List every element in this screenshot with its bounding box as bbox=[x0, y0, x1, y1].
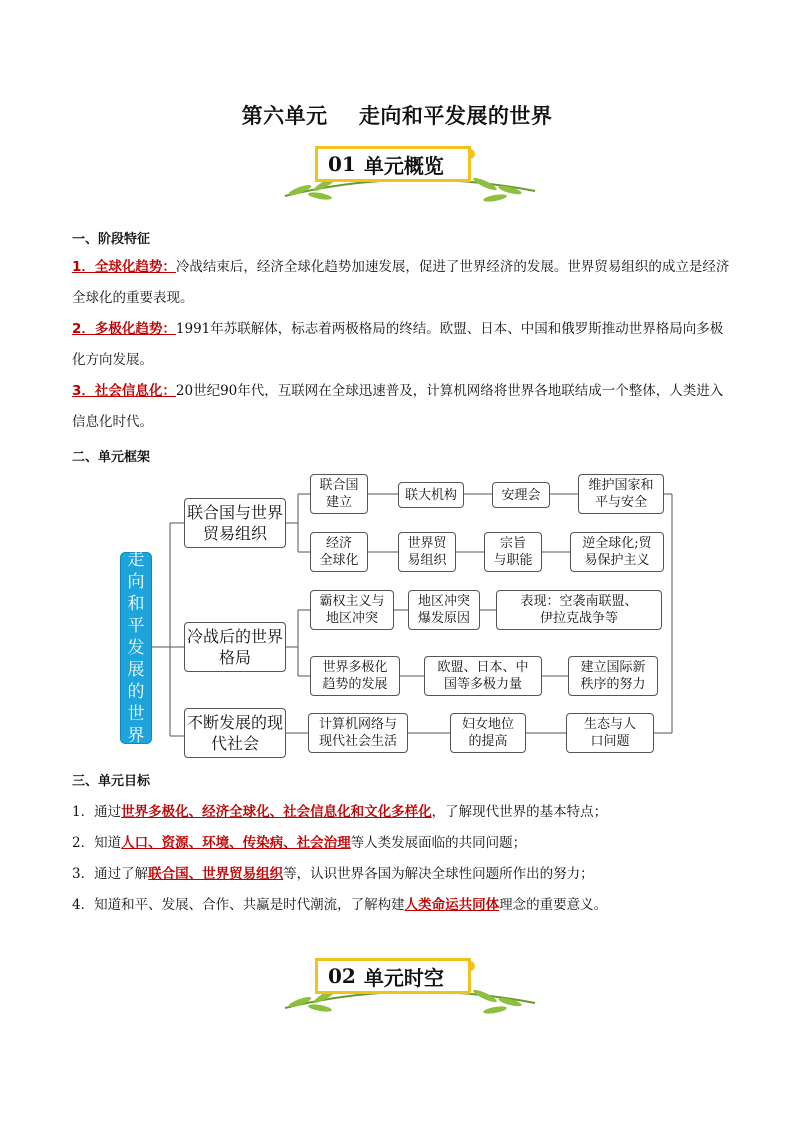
goal-post: ，了解现代世界的基本特点； bbox=[431, 804, 608, 820]
page-title: 第六单元 走向和平发展的世界 bbox=[241, 104, 553, 128]
feature-item-informatization bbox=[72, 376, 732, 438]
goal-highlight: 人口、资源、环境、传染病、社会治理 bbox=[121, 835, 351, 851]
feature-text: 1991年苏联解体，标志着两极格局的终结。欧盟、日本、中国和俄罗斯推动世界格局向多极化方向发展。 bbox=[72, 321, 724, 368]
goal-highlight: 世界多极化、经济全球化、社会信息化和文化多样化 bbox=[121, 804, 432, 820]
section-banner-overview bbox=[265, 146, 545, 208]
branch-post-cold-war: 冷战后的世界格局 bbox=[184, 622, 286, 672]
node-conflict-causes: 地区冲突 爆发原因 bbox=[408, 590, 480, 630]
node-new-order: 建立国际新 秩序的努力 bbox=[568, 656, 658, 696]
banner-label: 单元概览 bbox=[363, 153, 444, 178]
node-hegemony: 霸权主义与 地区冲突 bbox=[310, 590, 394, 630]
node-manifestations: 表现：空袭南联盟、 伊拉克战争等 bbox=[496, 590, 662, 630]
goal-pre: 3．通过了解 bbox=[72, 866, 149, 882]
node-security-council: 安理会 bbox=[492, 482, 550, 508]
unit-framework-diagram bbox=[118, 470, 678, 760]
feature-item-globalization bbox=[72, 252, 732, 314]
node-ecology-population: 生态与人 口问题 bbox=[566, 713, 654, 753]
root-label: 走向和平发展的世界 bbox=[127, 550, 145, 746]
section-banner-timeline bbox=[265, 958, 545, 1020]
branch-un-wto: 联合国与世界贸易组织 bbox=[184, 498, 286, 548]
framework-root bbox=[120, 552, 152, 744]
goal-item bbox=[72, 862, 732, 882]
node-deglobalization: 逆全球化;贸 易保护主义 bbox=[570, 532, 664, 572]
goal-item bbox=[72, 893, 732, 913]
banner-box bbox=[315, 146, 471, 182]
goal-post: 理念的重要意义。 bbox=[499, 897, 608, 913]
goal-pre: 4．知道和平、发展、合作、共赢是时代潮流，了解构建 bbox=[72, 897, 405, 913]
section-heading-features: 一、阶段特征 bbox=[72, 232, 151, 247]
banner-label: 单元时空 bbox=[363, 965, 444, 990]
feature-item-multipolarity bbox=[72, 314, 732, 376]
node-multipolar-forces: 欧盟、日本、中 国等多极力量 bbox=[424, 656, 542, 696]
feature-label: 2．多极化趋势： bbox=[72, 321, 176, 337]
node-computer-network: 计算机网络与 现代社会生活 bbox=[308, 713, 408, 753]
section-heading-goals: 三、单元目标 bbox=[72, 774, 151, 789]
feature-text: 冷战结束后，经济全球化趋势加速发展，促进了世界经济的发展。世界贸易组织的成立是经济全球化的重要表现。 bbox=[72, 259, 730, 306]
node-peace-security: 维护国家和 平与安全 bbox=[578, 474, 664, 514]
branch-modern-society: 不断发展的现代社会 bbox=[184, 708, 286, 758]
goal-highlight: 人类命运共同体 bbox=[404, 897, 500, 913]
node-economic-globalization: 经济 全球化 bbox=[310, 532, 368, 572]
node-wto: 世界贸 易组织 bbox=[398, 532, 456, 572]
banner-number: 01 bbox=[328, 152, 356, 176]
goal-post: 等人类发展面临的共同问题； bbox=[350, 835, 527, 851]
feature-text: 20世纪90年代，互联网在全球迅速普及，计算机网络将世界各地联结成一个整体，人类进入信息化时代。 bbox=[72, 383, 724, 430]
section-heading-framework: 二、单元框架 bbox=[72, 450, 151, 465]
banner-number: 02 bbox=[328, 964, 356, 988]
feature-label: 1．全球化趋势： bbox=[72, 259, 176, 275]
node-un-agencies: 联大机构 bbox=[398, 482, 464, 508]
goal-highlight: 联合国、世界贸易组织 bbox=[148, 866, 284, 882]
goal-pre: 1．通过 bbox=[72, 804, 122, 820]
node-multipolarity: 世界多极化 趋势的发展 bbox=[310, 656, 400, 696]
node-women-status: 妇女地位 的提高 bbox=[450, 713, 526, 753]
node-purpose-function: 宗旨 与职能 bbox=[484, 532, 542, 572]
banner-box bbox=[315, 958, 471, 994]
goal-pre: 2．知道 bbox=[72, 835, 122, 851]
goal-item bbox=[72, 800, 732, 820]
goal-item bbox=[72, 831, 732, 851]
node-un-founding: 联合国 建立 bbox=[310, 474, 368, 514]
feature-label: 3．社会信息化： bbox=[72, 383, 176, 399]
goal-post: 等，认识世界各国为解决全球性问题所作出的努力； bbox=[283, 866, 594, 882]
